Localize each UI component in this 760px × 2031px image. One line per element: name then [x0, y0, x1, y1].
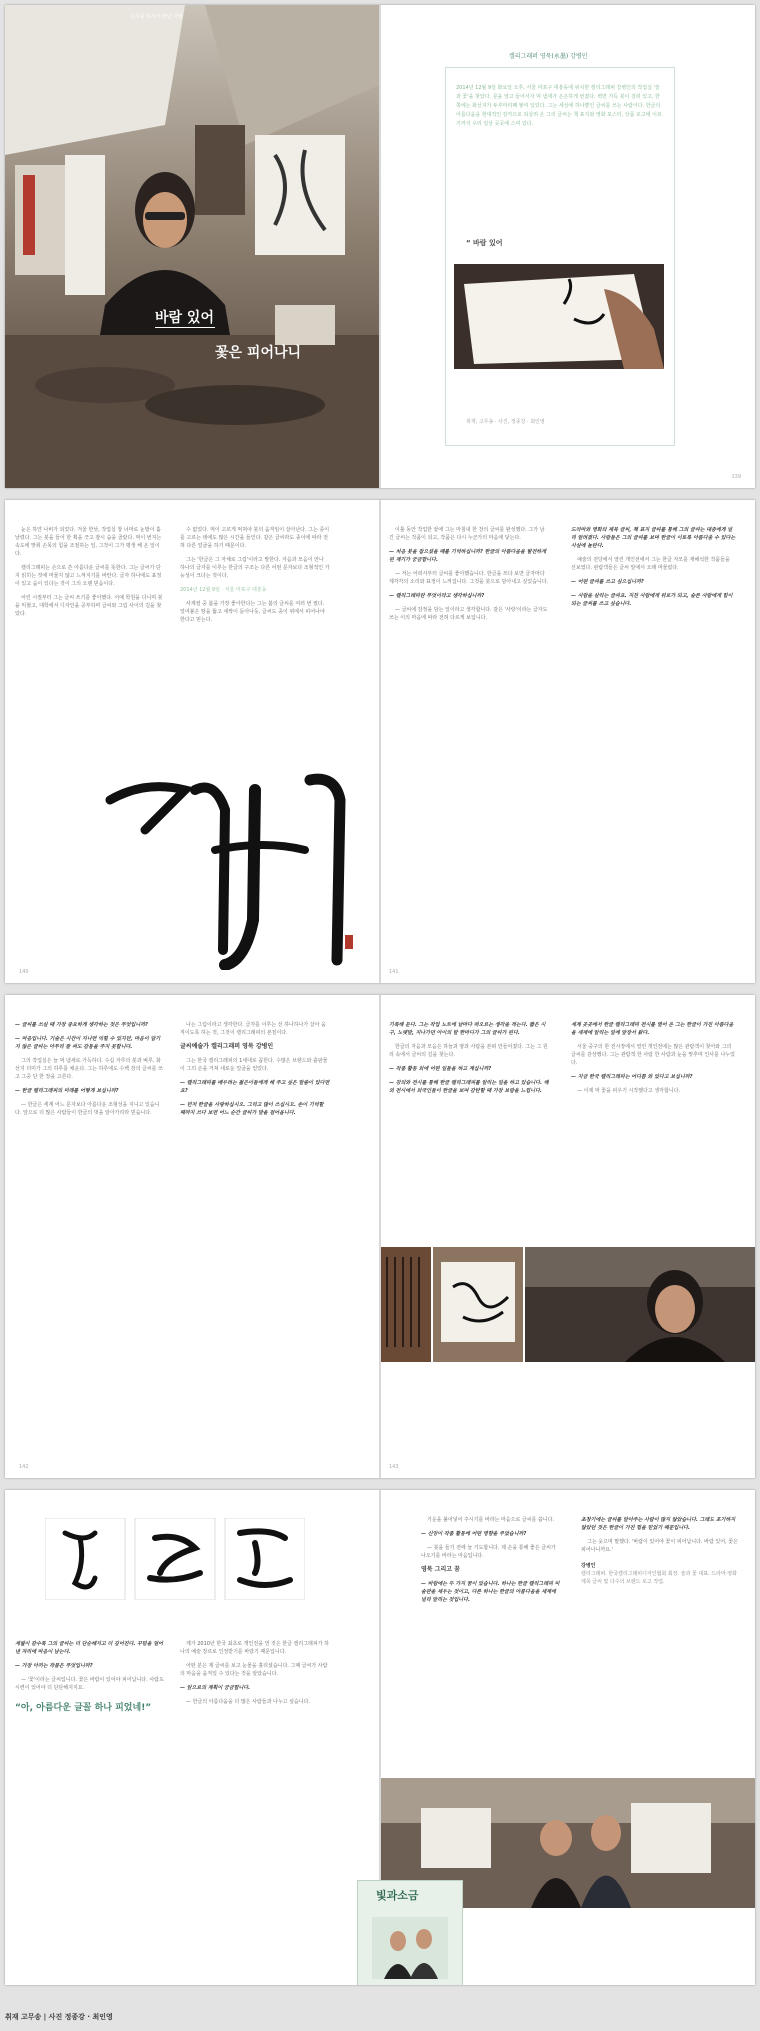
- paragraph: 나는 그림이라고 생각한다. 글자를 이루는 선 하나하나가 살아 움직이도록 하는 것, 그것이 캘리그래피의 본질이다.: [180, 1022, 326, 1036]
- paragraph: — 이제 막 꽃을 피우기 시작했다고 생각합니다.: [577, 1088, 681, 1094]
- intro-text: 2014년 12월 9일 화요일 오후, 서울 마포구 대흥동에 위치한 캘리그래퍼 강병인의 작업실 '술과 꽃'을 찾았다. 문을 열고 들어서자 먹 냄새가 은은하게 번졌다. 벽면 가득 붓이 걸려 있고, 한쪽에는 화선지가 두루마리째 쌓여 있었다. 그는 세상에 하나뿐인 글씨를 쓰는 사람이다. 한글의 아름다움을 현대적인 감각으로 되살려 온 그의 글씨는 책 표지와 영화 포스터, 상품 로고에 이르기까지 우리 일상 곳곳에 스며 있다.: [456, 85, 662, 127]
- text-column: [180, 1640, 330, 1970]
- paragraph: — 글씨에 감정을 담는 일이라고 생각합니다. 같은 '사랑'이라는 글자도 쓰는 이의 마음에 따라 전혀 다르게 보입니다.: [389, 607, 548, 621]
- bio-label: 강병인: [581, 1563, 596, 1569]
- paragraph: 한글의 자음과 모음은 하늘과 땅과 사람을 본떠 만들어졌다. 그는 그 원리 속에서 글씨의 길을 찾는다.: [389, 1044, 548, 1058]
- question: — 지금 한국 캘리그래피는 어디쯤 와 있다고 보십니까?: [571, 1074, 693, 1080]
- section-heading: 글씨예술가 캘리그래퍼 영묵 강병인: [180, 1043, 274, 1050]
- page-intro: [381, 5, 755, 488]
- paragraph: — 한글은 세계 어느 문자보다 아름다운 조형성을 지니고 있습니다. 앞으로 더 많은 사람들이 한글의 멋을 알아가리라 믿습니다.: [15, 1102, 160, 1116]
- footer-credit: 취재 고무송 | 사진 정종강 · 최인영: [5, 2013, 113, 2021]
- text-column: [389, 1021, 549, 1211]
- title-line-2: 꽃은 피어나니: [215, 345, 302, 361]
- page-3: [381, 500, 755, 983]
- artist-studio-photo: [5, 5, 379, 488]
- question: — 바람에는 두 가지 꿈이 있습니다. 하나는 한글 캘리그래피 미술관을 세우는 것이고, 다른 하나는 한글의 아름다움을 세계에 널리 알리는 것입니다.: [421, 1581, 560, 1603]
- page-number: 142: [19, 1464, 29, 1470]
- text-column: [581, 1516, 741, 1716]
- question: — 신앙이 작품 활동에 어떤 영향을 주었습니까?: [421, 1531, 527, 1537]
- magazine-cover-photo: [372, 1917, 448, 1979]
- question: — 캘리그래피를 배우려는 젊은이들에게 해 주고 싶은 말씀이 있다면요?: [180, 1080, 330, 1094]
- page-number: 139: [731, 474, 741, 480]
- paragraph: 초창기에는 글씨를 알아주는 사람이 많지 않았습니다. 그래도 포기하지 않았던 것은 한글이 가진 힘을 믿었기 때문입니다.: [581, 1517, 736, 1531]
- text-column: [571, 1021, 736, 1211]
- title-underline: [155, 327, 215, 328]
- text-column: [389, 526, 549, 956]
- title-line-1: 바람 있어: [155, 310, 214, 326]
- paragraph: 제가 2010년 한국 최초로 개인전을 연 것은 한글 캘리그래피가 하나의 예술 장르로 인정받기를 바랐기 때문입니다.: [180, 1641, 329, 1655]
- paragraph: 그의 작업실은 늘 먹 냄새로 가득하다. 수십 자루의 붓과 벼루, 화선지 더미가 그의 하루를 채운다. 그는 하루에도 수백 장의 글씨를 쓰고 그중 단 한 장을 고른다.: [15, 1058, 163, 1080]
- spread-4: [5, 1490, 755, 1985]
- page-2: [5, 500, 379, 983]
- paragraph: 예술의 전당에서 열린 개인전에서 그는 한글 자모를 재해석한 작품들을 선보였다. 관람객들은 글씨 앞에서 오래 머물렀다.: [571, 557, 730, 571]
- magazine-cover: [357, 1880, 463, 1985]
- paragraph: 세계 곳곳에서 한글 캘리그래피 전시를 열어 온 그는 한글이 가진 아름다움을 세계에 알리는 일에 앞장서 왔다.: [571, 1022, 734, 1036]
- page-4: [5, 995, 379, 1478]
- paragraph: 그는 웃으며 말했다. '바람이 있어야 꽃이 피어납니다. 바람 있어, 꽃은 피어나니까요.': [581, 1539, 738, 1553]
- question: — 어떤 글씨를 쓰고 싶으십니까?: [571, 579, 644, 585]
- spread-2: [5, 500, 755, 983]
- paragraph: 캘리그래피는 손으로 쓴 아름다운 글씨를 뜻한다. 그는 글씨가 단지 읽히는 것에 머물지 않고 느껴지기를 바란다. 글자 하나에도 표정이 있고 숨이 있다는 것이 그의 오랜 믿음이다.: [15, 565, 162, 587]
- calligraphy-artworks: [45, 1518, 305, 1600]
- calligraphy-artwork-gye: [105, 770, 375, 970]
- paragraph: 서울 중구의 한 전시장에서 열린 개인전에는 많은 관람객이 찾아와 그의 글씨를 감상했다. 그는 관람객 한 사람 한 사람과 눈을 맞추며 인사를 나누었다.: [571, 1044, 735, 1066]
- question: — 캘리그래피란 무엇이라고 생각하십니까?: [389, 593, 485, 599]
- page-number: 143: [389, 1464, 399, 1470]
- page-number: 140: [19, 969, 29, 975]
- question: — 작품 활동 외에 어떤 일들을 하고 계십니까?: [389, 1066, 492, 1072]
- brushes-photo: [381, 1247, 431, 1362]
- series-label: 고무송 목사가 만난 사람: [130, 14, 184, 20]
- intro-box: [445, 67, 675, 446]
- artist-portrait-photo: [525, 1247, 755, 1362]
- question: — 처음 붓을 잡으셨을 때를 기억하십니까? 한글의 아름다움을 발견하게 된 계기가 궁금합니다.: [389, 549, 547, 563]
- paragraph: 기운을 불어넣어 주시기를 바라는 마음으로 글씨를 씁니다.: [427, 1517, 555, 1523]
- paragraph: — 붓을 들기 전에 늘 기도합니다. 제 손을 통해 좋은 글씨가 나오기를 바라는 마음입니다.: [421, 1545, 556, 1559]
- page-6: [5, 1490, 379, 1985]
- text-column: [571, 526, 736, 956]
- page-opening-photo: [5, 5, 379, 488]
- magazine-title: 빛과소금: [376, 1889, 419, 1902]
- intro-quote: “ 바람 있어: [466, 239, 503, 247]
- text-column: [15, 526, 165, 706]
- paragraph: 수 없었다. 먹이 고르게 먹혀야 붓의 움직임이 살아난다. 그는 종이를 고르는 데에도 많은 시간을 들인다. 같은 글씨라도 종이에 따라 전혀 다른 얼굴을 하기 때문이다.: [180, 527, 330, 549]
- paragraph: 기록해 둔다. 그는 작업 노트에 날마다 떠오르는 생각을 적는다. 짧은 시구, 노랫말, 지나가던 아이의 말 한마디가 그의 글씨가 된다.: [389, 1022, 546, 1036]
- paragraph: — '꽃'이라는 글씨입니다. 꽃은 바람이 있어야 피어납니다. 사람도 시련이 있어야 더 단단해지지요.: [15, 1677, 164, 1691]
- paragraph: 눈은 하얀 나비가 되었다. 겨울 한낮, 작업실 창 너머로 눈발이 흩날렸다. 그는 붓을 들어 한 획을 긋고 잠시 숨을 골랐다. 먹이 번지는 속도에 맞춰 손목의 힘을 조절하는 일, 그것이 그가 평생 해 온 일이다.: [15, 527, 162, 557]
- paragraph: 어떤 분은 제 글씨를 보고 눈물을 흘리셨습니다. 그때 글씨가 사람의 마음을 움직일 수 있다는 것을 알았습니다.: [180, 1663, 328, 1677]
- bio-text: 캘리그래퍼. 한국캘리그래피디자인협회 회장. 술과 꽃 대표. 드라마·영화 제목 글씨 및 다수의 브랜드 로고 작업.: [581, 1571, 737, 1585]
- big-quote: “아, 아름다운 글꼴 하나 피었네!”: [15, 1703, 152, 1713]
- paragraph: 그는 '한글은 그 자체로 그림'이라고 말한다. 자음과 모음이 만나 하나의 글자를 이루는 한글의 구조는 다른 어떤 문자보다 조형적인 가능성이 크다는 것이다.: [180, 557, 330, 579]
- calligraphy-hand-photo: [454, 264, 664, 369]
- paragraph: 이틀 동안 작업한 끝에 그는 마침내 한 장의 글씨를 완성했다. 그가 남긴 글씨는 작품이 되고, 작품은 다시 누군가의 마음에 닿는다.: [389, 527, 545, 541]
- question: — 앞으로의 계획이 궁금합니다.: [180, 1685, 251, 1691]
- paragraph: 그는 한국 캘리그래피의 1세대로 꼽힌다. 수많은 브랜드와 출판물이 그의 손을 거쳐 새로운 얼굴을 얻었다.: [180, 1058, 328, 1072]
- subheading: 2014년 12월 9일 · 서울 마포구 대흥동: [180, 587, 267, 593]
- text-column: [15, 1021, 165, 1451]
- text-column: [421, 1516, 561, 1786]
- section-heading: 영묵 그리고 꿈: [421, 1566, 460, 1573]
- paragraph: 세월이 갈수록 그의 글씨는 더 단순해지고 더 깊어진다. 꾸밈을 덜어 낸 자리에 마음이 남는다.: [15, 1641, 163, 1655]
- subject-label: 캘리그래퍼 영묵(永墨) 강병인: [509, 53, 588, 60]
- question: — 글씨를 쓰실 때 가장 중요하게 생각하는 것은 무엇입니까?: [15, 1022, 148, 1028]
- paragraph: — 마음입니다. 기술은 시간이 지나면 익힐 수 있지만, 마음이 담기지 않은 글씨는 아무리 잘 써도 감동을 주지 못합니다.: [15, 1036, 161, 1050]
- paragraph: — 저는 어려서부터 글씨를 좋아했습니다. 한글을 쓰다 보면 글자마다 제각각의 소리와 표정이 느껴집니다. 그것을 붓으로 담아내고 싶었습니다.: [389, 571, 549, 585]
- question: — 가장 아끼는 작품은 무엇입니까?: [15, 1663, 93, 1669]
- paragraph: — 강의와 전시를 통해 한글 캘리그래피를 알리는 일을 하고 있습니다. 해외 전시에서 외국인들이 한글을 보며 감탄할 때 가장 보람을 느낍니다.: [389, 1080, 549, 1094]
- intro-credit: 취재, 고무송 · 사진, 정종강 · 최인영: [466, 419, 545, 425]
- question: — 한글 캘리그래피의 미래를 어떻게 보십니까?: [15, 1088, 119, 1094]
- spread-3: [5, 995, 755, 1478]
- paragraph: — 한글의 아름다움을 더 많은 사람들과 나누고 싶습니다.: [186, 1699, 310, 1705]
- spread-1: [5, 5, 755, 488]
- page-5: [381, 995, 755, 1478]
- paragraph: 어린 시절부터 그는 글씨 쓰기를 좋아했다. 서예 학원을 다니며 붓을 익혔고, 대학에서 디자인을 공부하며 글씨와 그림 사이의 길을 찾았다.: [15, 595, 163, 617]
- text-column: [180, 1021, 330, 1451]
- paragraph: — 먼저 한글을 사랑하십시오. 그리고 많이 쓰십시오. 손이 기억할 때까지 쓰다 보면 어느 순간 글씨가 말을 걸어옵니다.: [180, 1102, 324, 1116]
- artwork-wall-photo: [433, 1247, 523, 1362]
- paragraph: — 사람을 살리는 글씨요. 지친 사람에게 위로가 되고, 슬픈 사람에게 힘이 되는 글씨를 쓰고 싶습니다.: [571, 593, 733, 607]
- paragraph: 사계절 중 봄을 가장 좋아한다는 그는 봄의 글씨를 여러 번 썼다. 얼어붙은 땅을 뚫고 새싹이 돋아나듯, 글씨도 종이 위에서 피어나야 한다고 믿는다.: [180, 601, 325, 623]
- paragraph: 드라마와 영화의 제목 글씨, 책 표지 글씨를 통해 그의 글씨는 대중에게 널리 알려졌다. 사람들은 그의 글씨를 보며 한글이 이토록 아름다울 수 있다는 사실에 놀란다.: [571, 527, 736, 549]
- text-column: [15, 1640, 165, 1970]
- page-number: 141: [389, 969, 399, 975]
